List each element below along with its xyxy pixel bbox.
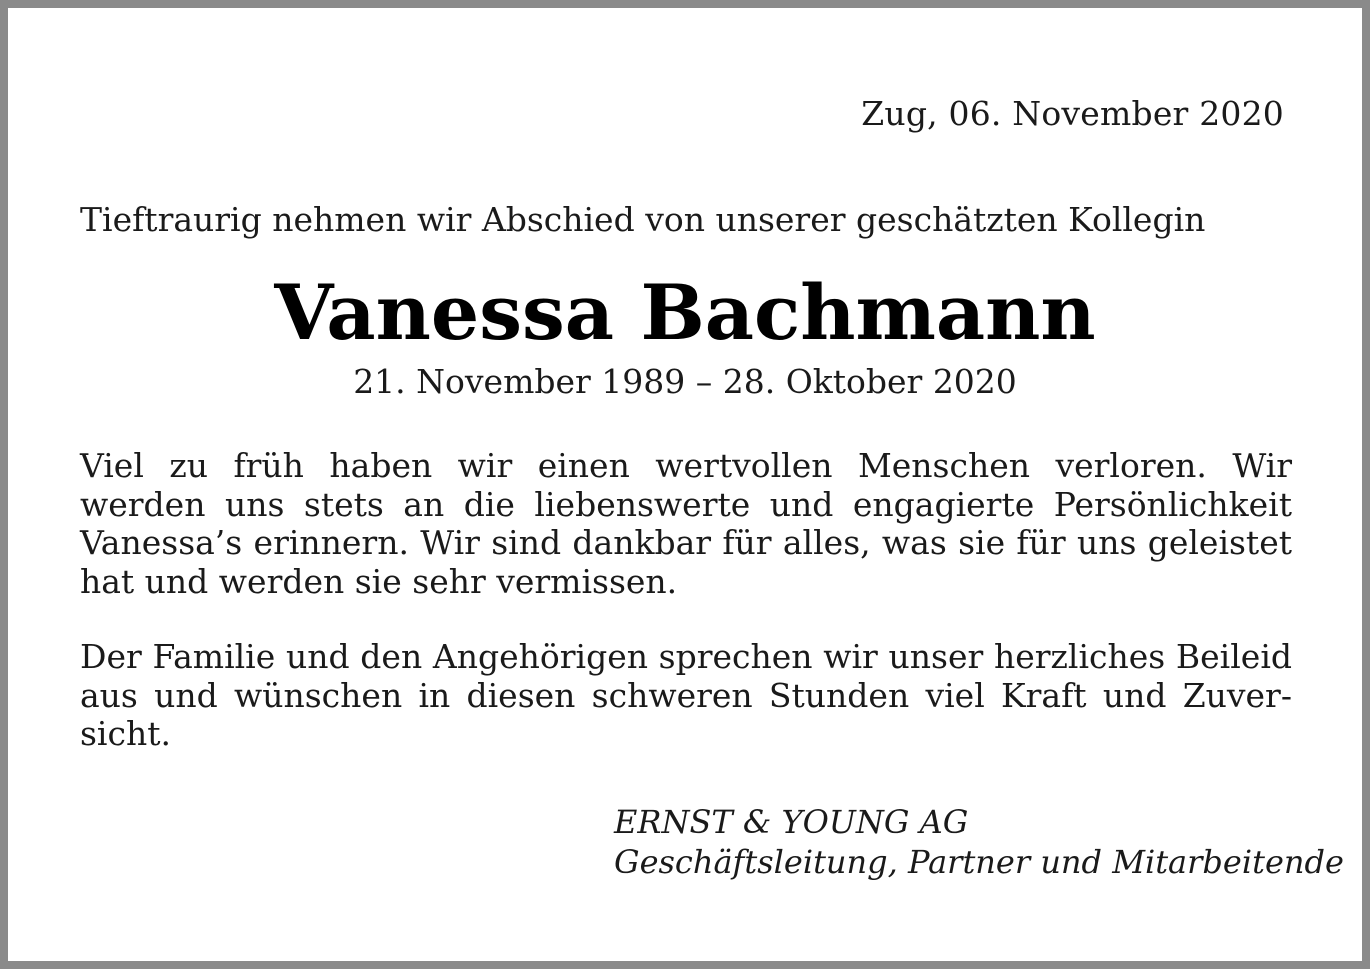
signature-group: Geschäftsleitung, Partner und Mitarbeitende [614, 843, 1344, 881]
condolence-paragraph: Der Familie und den Angehörigen sprechen wir unser herzliches Beileid aus und wünschen in diesen schweren Stunden viel Kraft und Zuversicht. [80, 637, 1292, 753]
signature-company: ERNST & YOUNG AG [614, 803, 969, 841]
intro-text: Tieftraurig nehmen wir Abschied von unserer geschätzten Kollegin [80, 200, 1206, 239]
deceased-name: Vanessa Bachmann [274, 268, 1096, 357]
signature-block [614, 802, 1344, 882]
tribute-paragraph: Viel zu früh haben wir einen wertvollen Menschen verloren. Wir werden uns stets an die liebenswerte und engagierte Persönlichkeit Vanessa’s erinnern. Wir sind dankbar für alles, was sie für uns geleistet hat und werden sie sehr vermissen. [80, 446, 1292, 601]
place-date: Zug, 06. November 2020 [861, 94, 1284, 133]
life-dates: 21. November 1989 – 28. Oktober 2020 [353, 362, 1017, 401]
